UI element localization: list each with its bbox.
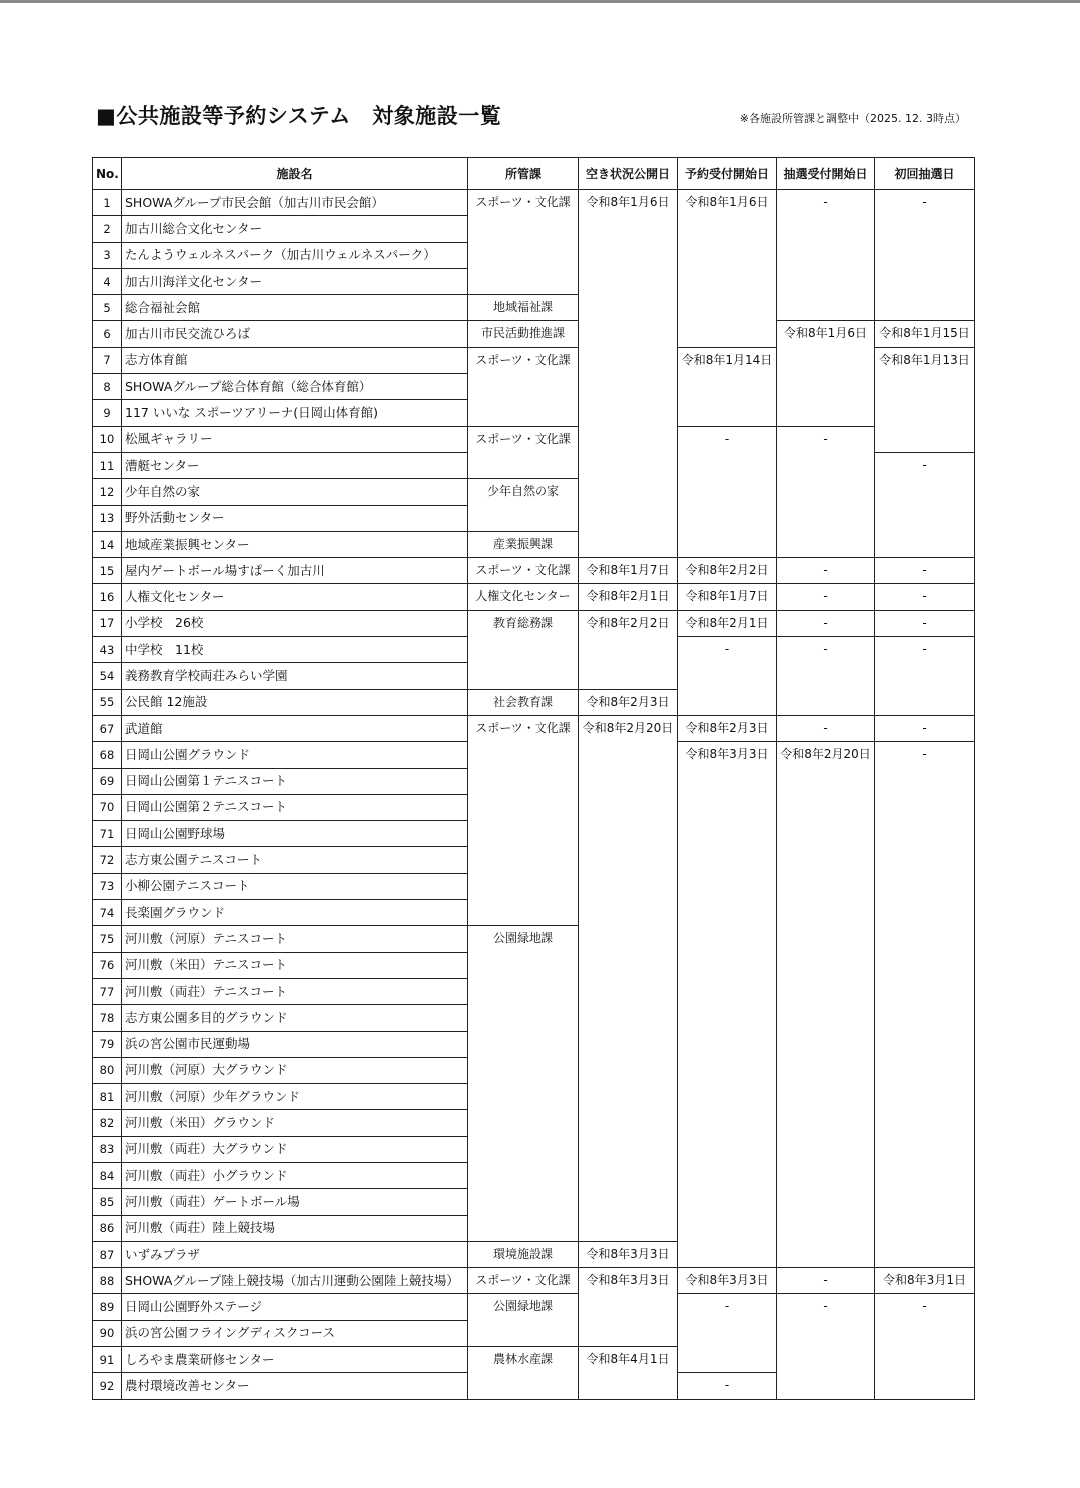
first-draw-date-cell: 令和8年3月1日 <box>875 1268 975 1294</box>
row-number: 90 <box>93 1320 122 1346</box>
reservation-date-cell: - <box>678 1294 777 1373</box>
facility-name: しろやま農業研修センター <box>122 1347 468 1373</box>
row-number: 1 <box>93 190 122 216</box>
facility-name: 武道館 <box>122 715 468 741</box>
reservation-date-cell: 令和8年1月7日 <box>678 584 777 610</box>
first-draw-date-cell: - <box>875 558 975 584</box>
facility-name: 河川敷（両荘）小グラウンド <box>122 1162 468 1188</box>
header-first-draw-date: 初回抽選日 <box>875 158 975 190</box>
row-number: 74 <box>93 900 122 926</box>
reservation-date-cell: 令和8年2月1日 <box>678 610 777 636</box>
facility-name: 日岡山公園野球場 <box>122 821 468 847</box>
reservation-date-cell: - <box>678 637 777 716</box>
facility-name: 河川敷（両荘）ゲートボール場 <box>122 1189 468 1215</box>
department-cell: スポーツ・文化課 <box>468 1268 579 1294</box>
header-vacancy-date: 空き状況公開日 <box>579 158 678 190</box>
reservation-date-cell: 令和8年2月3日 <box>678 715 777 741</box>
lottery-date-cell: - <box>777 1294 875 1399</box>
facility-name: 志方東公園多目的グラウンド <box>122 1005 468 1031</box>
facility-name: 加古川市民交流ひろば <box>122 321 468 347</box>
header-row <box>93 158 975 190</box>
facility-name: 志方体育館 <box>122 347 468 373</box>
row-number: 12 <box>93 479 122 505</box>
facility-name: SHOWAグループ市民会館（加古川市民会館） <box>122 190 468 216</box>
vacancy-date-cell: 令和8年1月7日 <box>579 558 678 584</box>
row-number: 14 <box>93 531 122 557</box>
first-draw-date-cell: - <box>875 1294 975 1399</box>
row-number: 5 <box>93 295 122 321</box>
row-number: 75 <box>93 926 122 952</box>
lottery-date-cell: - <box>777 715 875 741</box>
row-number: 87 <box>93 1241 122 1267</box>
facility-name: 中学校 11校 <box>122 637 468 663</box>
facility-name: 総合福祉会館 <box>122 295 468 321</box>
first-draw-date-cell: 令和8年1月13日 <box>875 347 975 452</box>
row-number: 10 <box>93 426 122 452</box>
row-number: 7 <box>93 347 122 373</box>
row-number: 6 <box>93 321 122 347</box>
row-number: 55 <box>93 689 122 715</box>
row-number: 13 <box>93 505 122 531</box>
reservation-date-cell: 令和8年3月3日 <box>678 742 777 1268</box>
facility-name: 浜の宮公園市民運動場 <box>122 1031 468 1057</box>
row-number: 43 <box>93 637 122 663</box>
department-cell: 産業振興課 <box>468 531 579 557</box>
row-number: 73 <box>93 873 122 899</box>
department-cell: スポーツ・文化課 <box>468 426 579 479</box>
row-number: 86 <box>93 1215 122 1241</box>
facility-name: 加古川総合文化センター <box>122 216 468 242</box>
table-row <box>93 1268 975 1294</box>
table-row <box>93 426 975 452</box>
row-number: 67 <box>93 715 122 741</box>
row-number: 3 <box>93 242 122 268</box>
facility-name: SHOWAグループ陸上競技場（加古川運動公園陸上競技場） <box>122 1268 468 1294</box>
page-title: ■公共施設等予約システム 対象施設一覧 <box>96 104 502 128</box>
vacancy-date-cell: 令和8年1月6日 <box>579 190 678 558</box>
facility-name: 河川敷（両荘）陸上競技場 <box>122 1215 468 1241</box>
reservation-date-cell: 令和8年1月14日 <box>678 347 777 426</box>
facility-name: 加古川海洋文化センター <box>122 268 468 294</box>
facility-name: 少年自然の家 <box>122 479 468 505</box>
header-lottery-date: 抽選受付開始日 <box>777 158 875 190</box>
facility-name: 河川敷（河原）テニスコート <box>122 926 468 952</box>
lottery-date-cell: - <box>777 558 875 584</box>
vacancy-date-cell: 令和8年3月3日 <box>579 1241 678 1267</box>
row-number: 78 <box>93 1005 122 1031</box>
department-cell: スポーツ・文化課 <box>468 558 579 584</box>
table-row <box>93 190 975 216</box>
row-number: 77 <box>93 978 122 1004</box>
department-cell: 公園緑地課 <box>468 926 579 1242</box>
row-number: 54 <box>93 663 122 689</box>
facility-name: 日岡山公園グラウンド <box>122 742 468 768</box>
table-row <box>93 558 975 584</box>
department-cell: 農林水産課 <box>468 1347 579 1400</box>
facility-name: 野外活動センター <box>122 505 468 531</box>
row-number: 76 <box>93 952 122 978</box>
reservation-date-cell: 令和8年3月3日 <box>678 1268 777 1294</box>
row-number: 9 <box>93 400 122 426</box>
first-draw-date-cell: - <box>875 190 975 321</box>
facility-name: 人権文化センター <box>122 584 468 610</box>
facility-name: 117 いいな スポーツアリーナ(日岡山体育館) <box>122 400 468 426</box>
reservation-date-cell: - <box>678 1373 777 1399</box>
row-number: 82 <box>93 1110 122 1136</box>
row-number: 88 <box>93 1268 122 1294</box>
table-row <box>93 321 975 347</box>
row-number: 71 <box>93 821 122 847</box>
row-number: 89 <box>93 1294 122 1320</box>
row-number: 80 <box>93 1057 122 1083</box>
facility-name: たんようウェルネスパーク（加古川ウェルネスパーク） <box>122 242 468 268</box>
lottery-date-cell: - <box>777 610 875 636</box>
lottery-date-cell: - <box>777 584 875 610</box>
facility-name: 小柳公園テニスコート <box>122 873 468 899</box>
header-no: No. <box>93 158 122 190</box>
facility-name: 公民館 12施設 <box>122 689 468 715</box>
row-number: 72 <box>93 847 122 873</box>
status-note: ※各施設所管課と調整中（2025. 12. 3時点） <box>739 112 966 125</box>
first-draw-date-cell: 令和8年1月15日 <box>875 321 975 347</box>
row-number: 17 <box>93 610 122 636</box>
vacancy-date-cell: 令和8年2月2日 <box>579 610 678 689</box>
facility-name: 河川敷（米田）テニスコート <box>122 952 468 978</box>
top-border <box>0 0 1080 3</box>
department-cell: 人権文化センター <box>468 584 579 610</box>
department-cell: スポーツ・文化課 <box>468 347 579 426</box>
department-cell: 公園緑地課 <box>468 1294 579 1347</box>
row-number: 85 <box>93 1189 122 1215</box>
vacancy-date-cell: 令和8年4月1日 <box>579 1347 678 1400</box>
facility-name: 屋内ゲートボール場すぱーく加古川 <box>122 558 468 584</box>
facility-name: 河川敷（河原）大グラウンド <box>122 1057 468 1083</box>
table-row <box>93 610 975 636</box>
facility-name: 日岡山公園第１テニスコート <box>122 768 468 794</box>
department-cell: 教育総務課 <box>468 610 579 689</box>
department-cell: 市民活動推進課 <box>468 321 579 347</box>
row-number: 69 <box>93 768 122 794</box>
facility-name: いずみプラザ <box>122 1241 468 1267</box>
department-cell: 地域福祉課 <box>468 295 579 321</box>
reservation-date-cell: - <box>678 426 777 557</box>
row-number: 15 <box>93 558 122 584</box>
first-draw-date-cell: - <box>875 637 975 716</box>
facility-name: 小学校 26校 <box>122 610 468 636</box>
row-number: 68 <box>93 742 122 768</box>
facility-name: 河川敷（河原）少年グラウンド <box>122 1084 468 1110</box>
lottery-date-cell: - <box>777 190 875 321</box>
facility-name: 日岡山公園野外ステージ <box>122 1294 468 1320</box>
table-row <box>93 715 975 741</box>
vacancy-date-cell: 令和8年2月3日 <box>579 689 678 715</box>
facility-name: SHOWAグループ総合体育館（総合体育館） <box>122 374 468 400</box>
row-number: 81 <box>93 1084 122 1110</box>
lottery-date-cell: - <box>777 637 875 716</box>
facility-name: 農村環境改善センター <box>122 1373 468 1399</box>
row-number: 8 <box>93 374 122 400</box>
row-number: 79 <box>93 1031 122 1057</box>
header-facility-name: 施設名 <box>122 158 468 190</box>
facility-name: 浜の宮公園フライングディスクコース <box>122 1320 468 1346</box>
row-number: 2 <box>93 216 122 242</box>
vacancy-date-cell: 令和8年3月3日 <box>579 1268 678 1347</box>
facility-table <box>92 157 975 1400</box>
first-draw-date-cell: - <box>875 452 975 557</box>
first-draw-date-cell: - <box>875 742 975 1268</box>
row-number: 4 <box>93 268 122 294</box>
row-number: 91 <box>93 1347 122 1373</box>
lottery-date-cell: 令和8年1月6日 <box>777 321 875 426</box>
vacancy-date-cell: 令和8年2月1日 <box>579 584 678 610</box>
department-cell: 社会教育課 <box>468 689 579 715</box>
row-number: 84 <box>93 1162 122 1188</box>
facility-name: 河川敷（両荘）大グラウンド <box>122 1136 468 1162</box>
row-number: 92 <box>93 1373 122 1399</box>
facility-name: 長楽園グラウンド <box>122 900 468 926</box>
facility-name: 河川敷（両荘）テニスコート <box>122 978 468 1004</box>
first-draw-date-cell: - <box>875 715 975 741</box>
lottery-date-cell: 令和8年2月20日 <box>777 742 875 1268</box>
first-draw-date-cell: - <box>875 610 975 636</box>
first-draw-date-cell: - <box>875 584 975 610</box>
header-reservation-date: 予約受付開始日 <box>678 158 777 190</box>
facility-name: 松風ギャラリー <box>122 426 468 452</box>
table-row <box>93 584 975 610</box>
row-number: 83 <box>93 1136 122 1162</box>
department-cell: スポーツ・文化課 <box>468 190 579 295</box>
lottery-date-cell: - <box>777 1268 875 1294</box>
row-number: 11 <box>93 452 122 478</box>
reservation-date-cell: 令和8年2月2日 <box>678 558 777 584</box>
row-number: 70 <box>93 794 122 820</box>
lottery-date-cell: - <box>777 426 875 557</box>
facility-name: 河川敷（米田）グラウンド <box>122 1110 468 1136</box>
department-cell: 少年自然の家 <box>468 479 579 532</box>
table-row <box>93 1294 975 1320</box>
row-number: 16 <box>93 584 122 610</box>
facility-name: 地域産業振興センター <box>122 531 468 557</box>
facility-name: 日岡山公園第２テニスコート <box>122 794 468 820</box>
reservation-date-cell: 令和8年1月6日 <box>678 190 777 348</box>
facility-name: 義務教育学校両荘みらい学園 <box>122 663 468 689</box>
department-cell: スポーツ・文化課 <box>468 715 579 925</box>
department-cell: 環境施設課 <box>468 1241 579 1267</box>
facility-name: 志方東公園テニスコート <box>122 847 468 873</box>
vacancy-date-cell: 令和8年2月20日 <box>579 715 678 1241</box>
facility-name: 漕艇センター <box>122 452 468 478</box>
header-department: 所管課 <box>468 158 579 190</box>
